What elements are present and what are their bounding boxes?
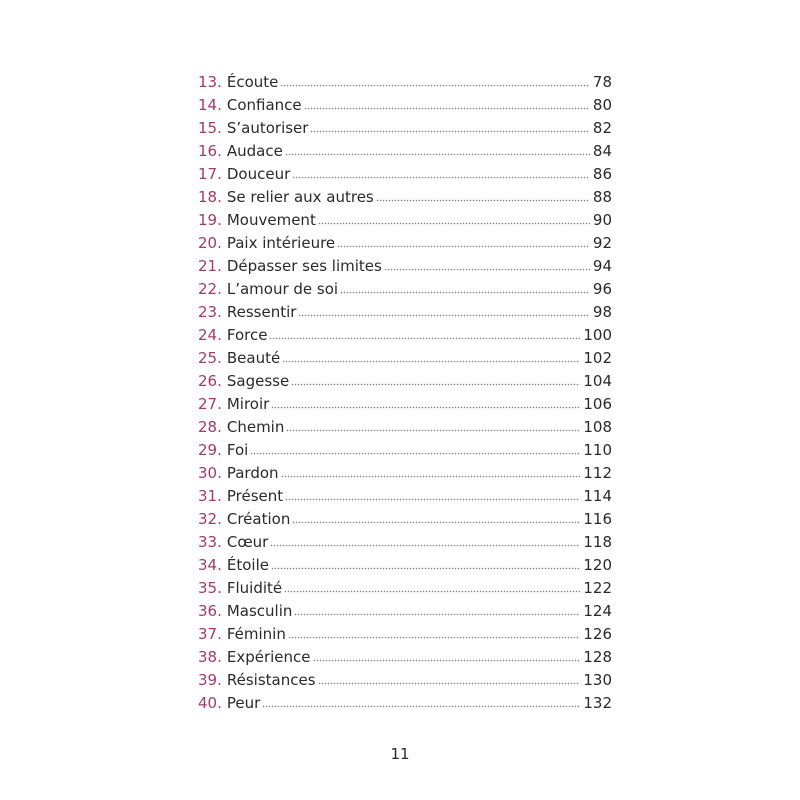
toc-entry xyxy=(198,140,612,163)
entry-page: 80 xyxy=(592,96,612,114)
toc-entry xyxy=(198,347,612,370)
dot-leader xyxy=(281,474,581,478)
entry-page: 126 xyxy=(583,625,612,643)
dot-leader xyxy=(282,359,580,363)
table-of-contents xyxy=(198,71,612,715)
toc-entry xyxy=(198,186,612,209)
entry-title: Peur xyxy=(226,694,261,712)
entry-title: S’autoriser xyxy=(226,119,309,137)
entry-number: 40. xyxy=(198,694,222,712)
dot-leader xyxy=(271,405,580,409)
entry-number: 36. xyxy=(198,602,222,620)
toc-entry xyxy=(198,554,612,577)
entry-number: 37. xyxy=(198,625,222,643)
entry-title: Audace xyxy=(226,142,283,160)
entry-title: Mouvement xyxy=(226,211,316,229)
entry-title: Foi xyxy=(226,441,249,459)
entry-title: Création xyxy=(226,510,291,528)
entry-title: Confiance xyxy=(226,96,302,114)
entry-number: 13. xyxy=(198,73,222,91)
toc-entry xyxy=(198,71,612,94)
dot-leader xyxy=(269,336,580,340)
entry-page: 120 xyxy=(583,556,612,574)
toc-entry xyxy=(198,669,612,692)
dot-leader xyxy=(250,451,580,455)
entry-number: 29. xyxy=(198,441,222,459)
entry-title: Dépasser ses limites xyxy=(226,257,382,275)
dot-leader xyxy=(304,106,590,110)
entry-title: Pardon xyxy=(226,464,279,482)
entry-page: 112 xyxy=(583,464,612,482)
page-number: 11 xyxy=(390,745,410,763)
entry-page: 108 xyxy=(583,418,612,436)
toc-entry xyxy=(198,324,612,347)
entry-title: Expérience xyxy=(226,648,311,666)
toc-entry xyxy=(198,117,612,140)
entry-page: 90 xyxy=(592,211,612,229)
dot-leader xyxy=(271,566,580,570)
entry-title: Ressentir xyxy=(226,303,297,321)
entry-title: Fluidité xyxy=(226,579,283,597)
dot-leader xyxy=(294,612,580,616)
entry-page: 86 xyxy=(592,165,612,183)
toc-entry xyxy=(198,462,612,485)
entry-number: 31. xyxy=(198,487,222,505)
entry-number: 32. xyxy=(198,510,222,528)
dot-leader xyxy=(384,267,590,271)
toc-entry xyxy=(198,439,612,462)
dot-leader xyxy=(376,198,590,202)
dot-leader xyxy=(292,520,580,524)
entry-number: 23. xyxy=(198,303,222,321)
entry-page: 116 xyxy=(583,510,612,528)
entry-number: 17. xyxy=(198,165,222,183)
entry-page: 114 xyxy=(583,487,612,505)
entry-page: 110 xyxy=(583,441,612,459)
dot-leader xyxy=(318,221,590,225)
entry-page: 128 xyxy=(583,648,612,666)
dot-leader xyxy=(284,589,580,593)
entry-page: 104 xyxy=(583,372,612,390)
dot-leader xyxy=(270,543,580,547)
toc-entry xyxy=(198,600,612,623)
entry-page: 78 xyxy=(592,73,612,91)
toc-entry xyxy=(198,255,612,278)
entry-page: 122 xyxy=(583,579,612,597)
entry-number: 30. xyxy=(198,464,222,482)
entry-title: L’amour de soi xyxy=(226,280,339,298)
toc-entry xyxy=(198,623,612,646)
entry-number: 39. xyxy=(198,671,222,689)
dot-leader xyxy=(286,428,580,432)
entry-number: 26. xyxy=(198,372,222,390)
entry-number: 38. xyxy=(198,648,222,666)
toc-entry xyxy=(198,416,612,439)
entry-title: Paix intérieure xyxy=(226,234,336,252)
entry-number: 27. xyxy=(198,395,222,413)
entry-title: Étoile xyxy=(226,556,269,574)
dot-leader xyxy=(340,290,590,294)
entry-page: 132 xyxy=(583,694,612,712)
entry-title: Résistances xyxy=(226,671,316,689)
entry-title: Sagesse xyxy=(226,372,290,390)
toc-entry xyxy=(198,646,612,669)
entry-title: Douceur xyxy=(226,165,291,183)
toc-entry xyxy=(198,209,612,232)
entry-number: 21. xyxy=(198,257,222,275)
entry-title: Présent xyxy=(226,487,284,505)
entry-number: 22. xyxy=(198,280,222,298)
entry-number: 35. xyxy=(198,579,222,597)
entry-number: 24. xyxy=(198,326,222,344)
entry-title: Beauté xyxy=(226,349,281,367)
dot-leader xyxy=(285,497,580,501)
entry-page: 98 xyxy=(592,303,612,321)
entry-number: 33. xyxy=(198,533,222,551)
entry-page: 88 xyxy=(592,188,612,206)
entry-number: 14. xyxy=(198,96,222,114)
toc-entry xyxy=(198,163,612,186)
entry-page: 124 xyxy=(583,602,612,620)
entry-title: Masculin xyxy=(226,602,293,620)
toc-entry xyxy=(198,577,612,600)
entry-number: 20. xyxy=(198,234,222,252)
entry-number: 28. xyxy=(198,418,222,436)
entry-title: Écoute xyxy=(226,73,279,91)
dot-leader xyxy=(337,244,590,248)
toc-entry xyxy=(198,278,612,301)
entry-page: 92 xyxy=(592,234,612,252)
toc-entry xyxy=(198,301,612,324)
entry-page: 96 xyxy=(592,280,612,298)
entry-page: 130 xyxy=(583,671,612,689)
entry-page: 106 xyxy=(583,395,612,413)
toc-entry xyxy=(198,485,612,508)
entry-page: 84 xyxy=(592,142,612,160)
dot-leader xyxy=(318,681,581,685)
entry-number: 25. xyxy=(198,349,222,367)
entry-page: 102 xyxy=(583,349,612,367)
entry-number: 15. xyxy=(198,119,222,137)
toc-entry xyxy=(198,531,612,554)
entry-page: 82 xyxy=(592,119,612,137)
toc-entry xyxy=(198,232,612,255)
entry-title: Cœur xyxy=(226,533,269,551)
dot-leader xyxy=(280,83,590,87)
toc-entry xyxy=(198,692,612,715)
entry-number: 34. xyxy=(198,556,222,574)
dot-leader xyxy=(313,658,581,662)
toc-entry xyxy=(198,508,612,531)
entry-title: Se relier aux autres xyxy=(226,188,374,206)
dot-leader xyxy=(292,175,590,179)
entry-title: Chemin xyxy=(226,418,285,436)
entry-number: 18. xyxy=(198,188,222,206)
toc-entry xyxy=(198,94,612,117)
entry-page: 94 xyxy=(592,257,612,275)
entry-number: 19. xyxy=(198,211,222,229)
entry-number: 16. xyxy=(198,142,222,160)
entry-page: 118 xyxy=(583,533,612,551)
entry-title: Féminin xyxy=(226,625,286,643)
entry-title: Miroir xyxy=(226,395,270,413)
toc-entry xyxy=(198,393,612,416)
toc-entry xyxy=(198,370,612,393)
entry-title: Force xyxy=(226,326,268,344)
entry-page: 100 xyxy=(583,326,612,344)
dot-leader xyxy=(310,129,589,133)
dot-leader xyxy=(285,152,590,156)
dot-leader xyxy=(291,382,580,386)
dot-leader xyxy=(262,704,580,708)
dot-leader xyxy=(288,635,581,639)
dot-leader xyxy=(298,313,589,317)
